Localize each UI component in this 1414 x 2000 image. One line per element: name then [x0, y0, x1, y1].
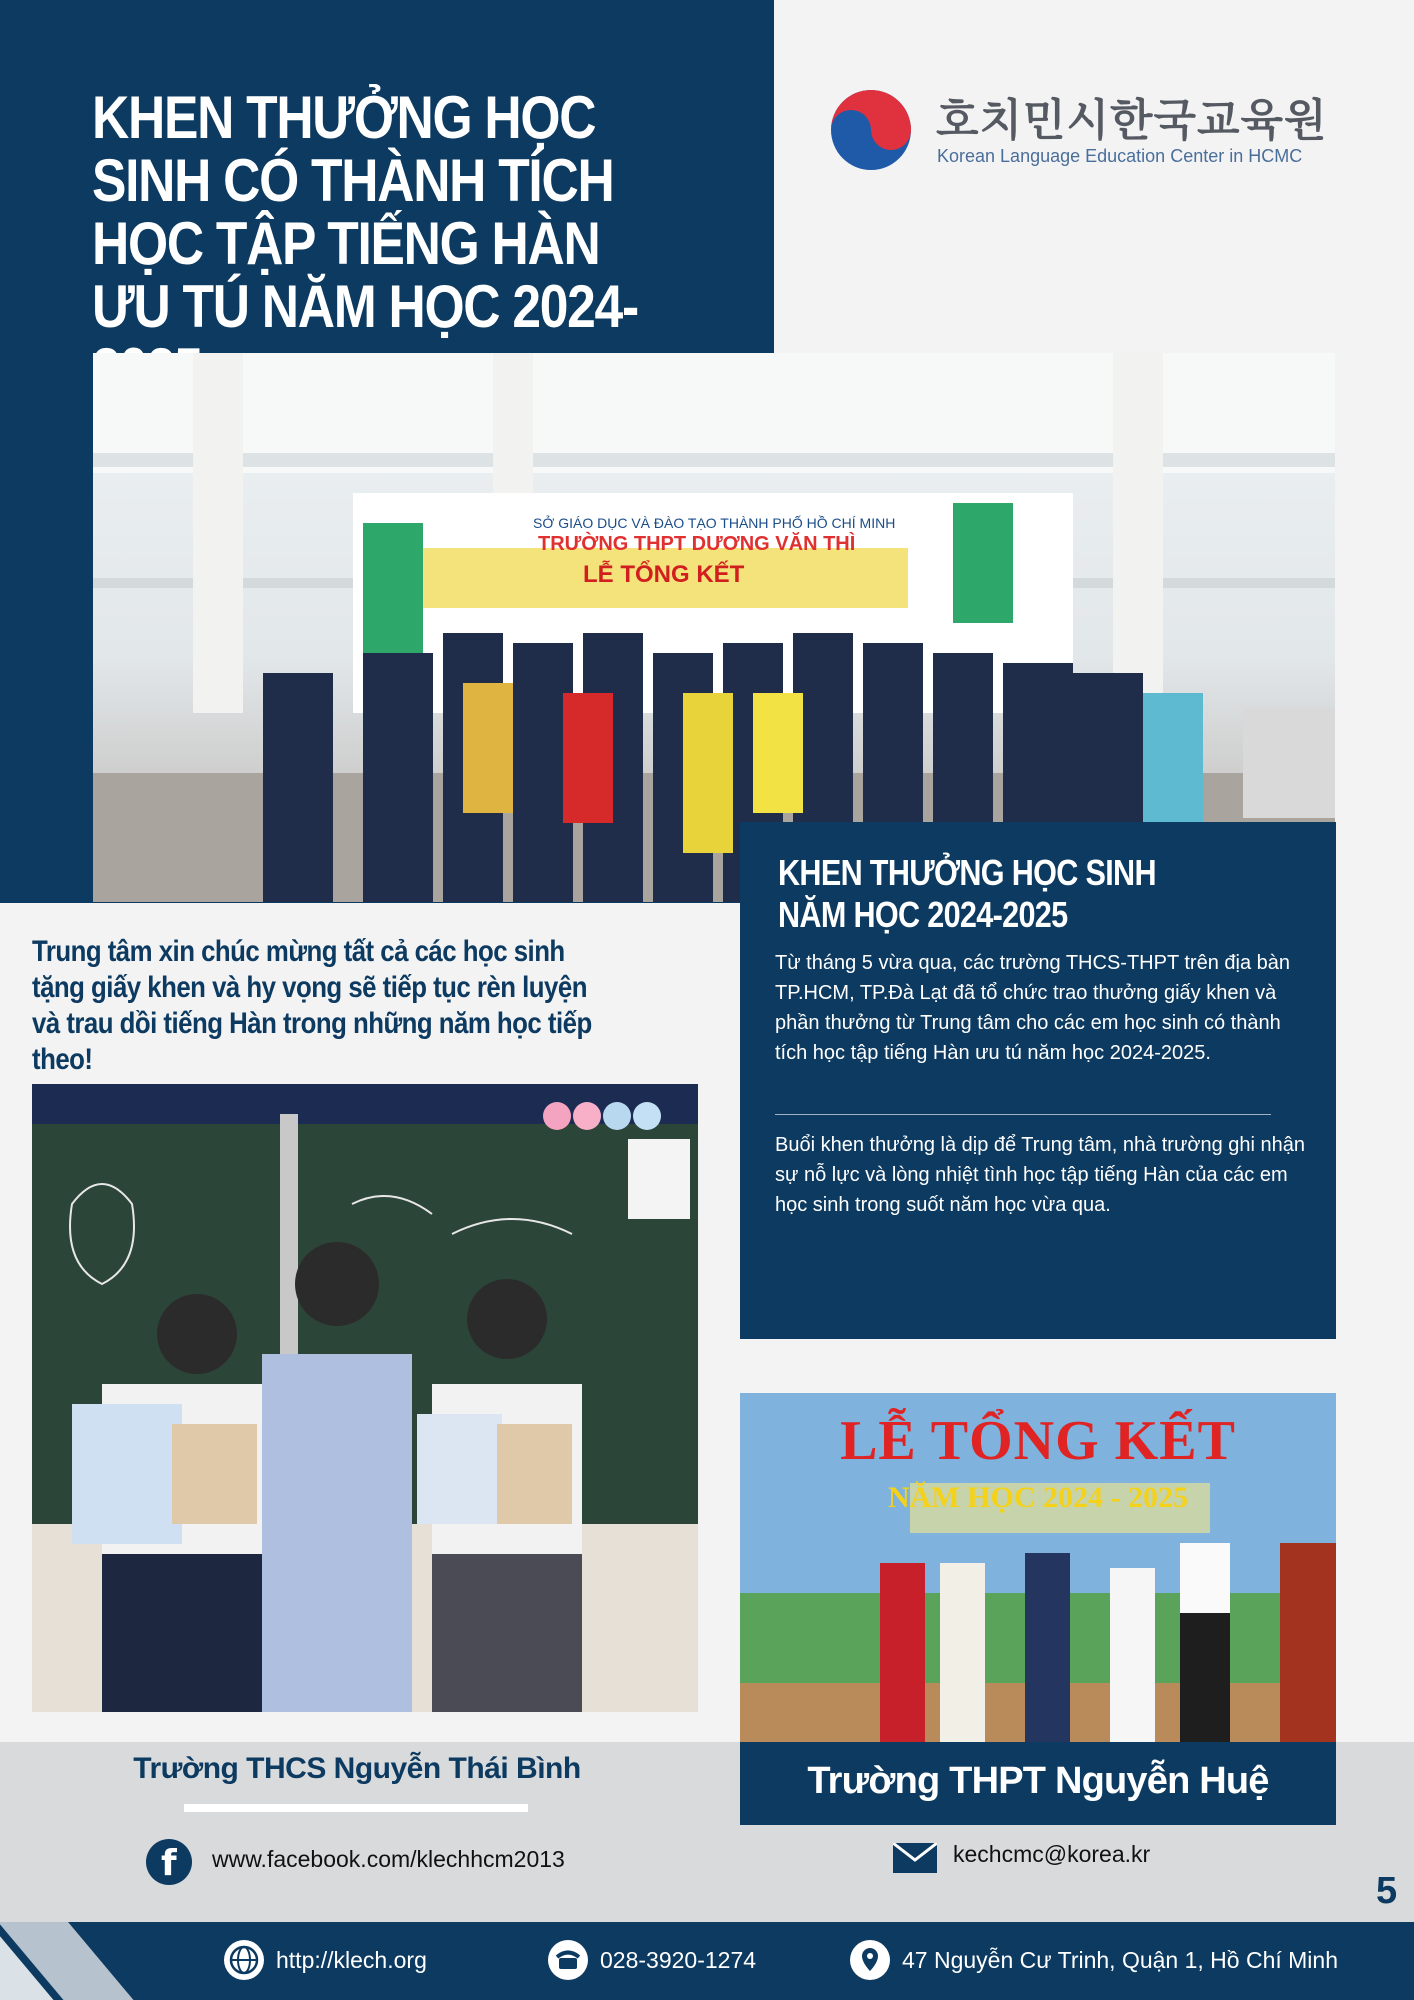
facebook-icon[interactable]: f [146, 1839, 192, 1885]
banner-text-line2: TRƯỜNG THPT DƯƠNG VĂN THÌ [538, 533, 856, 555]
main-group-photo [93, 353, 1335, 902]
caption-left-school: Trường THCS Nguyễn Thái Bình [133, 1752, 581, 1785]
location-pin-icon [850, 1940, 890, 1980]
info-paragraph-1: Từ tháng 5 vừa qua, các trường THCS-THPT trên địa bàn TP.HCM, TP.Đà Lạt đã tổ chức trao thưởng giấy khen và phần thưởng từ Trung tâm cho các em học sinh có thành tích học tập tiếng Hàn ưu tú năm học 2024-2025. [775, 952, 1290, 1064]
caption-left-underline [184, 1804, 528, 1812]
ceremony-photo [740, 1393, 1336, 1742]
caption-right-school: Trường THPT Nguyễn Huệ [807, 1760, 1269, 1802]
caption-right-box [740, 1742, 1336, 1825]
center-logo [827, 86, 1347, 176]
address-text: 47 Nguyễn Cư Trinh, Quận 1, Hồ Chí Minh [902, 1947, 1339, 1973]
classroom-photo [32, 1084, 698, 1712]
page-title: KHEN THƯỞNG HỌC SINH CÓ THÀNH TÍCH HỌC TẬP TIẾNG HÀN ƯU TÚ NĂM HỌC 2024- [92, 84, 638, 340]
facebook-link[interactable]: www.facebook.com/klechhcm2013 [212, 1846, 565, 1872]
banner-text-line3: LỄ TỔNG KẾT [583, 561, 745, 588]
website-link[interactable]: http://klech.org [276, 1947, 427, 1973]
logo-subtitle: Korean Language Education Center in HCMC [937, 146, 1303, 166]
taegeuk-logo-icon [827, 86, 915, 174]
ceremony-banner-subtitle: NĂM HỌC 2024 - 2025 [888, 1481, 1188, 1514]
congratulations-text: Trung tâm xin chúc mừng tất cả các học sinh tặng giấy khen và hy vọng sẽ tiếp tục rèn luyện và trau dồi tiếng Hàn trong những năm học tiếp theo! [32, 935, 592, 1076]
phone-number[interactable]: 028-3920-1274 [600, 1947, 757, 1973]
info-paragraph-2: Buổi khen thưởng là dịp để Trung tâm, nhà trường ghi nhận sự nỗ lực và lòng nhiệt tình học tập tiếng Hàn của các em học sinh trong suốt năm học vừa qua. [775, 1134, 1306, 1216]
ceremony-banner-title: LỄ TỔNG KẾT [840, 1410, 1236, 1472]
email-link[interactable]: kechcmc@korea.kr [953, 1841, 1151, 1867]
phone-icon [548, 1940, 588, 1980]
logo-title: 호치민시한국교육원 [936, 95, 1328, 146]
info-title: KHEN THƯỞNG HỌC SINH NĂM HỌC 2024-2025 [778, 852, 1156, 935]
page-number: 5 [1376, 1870, 1398, 1912]
globe-icon [224, 1940, 264, 1980]
mail-icon[interactable] [893, 1843, 937, 1873]
info-box [740, 822, 1336, 1339]
info-divider [775, 1114, 1271, 1115]
banner-text-line1: SỞ GIÁO DỤC VÀ ĐÀO TẠO THÀNH PHỐ HỒ CHÍ MINH [533, 515, 896, 531]
